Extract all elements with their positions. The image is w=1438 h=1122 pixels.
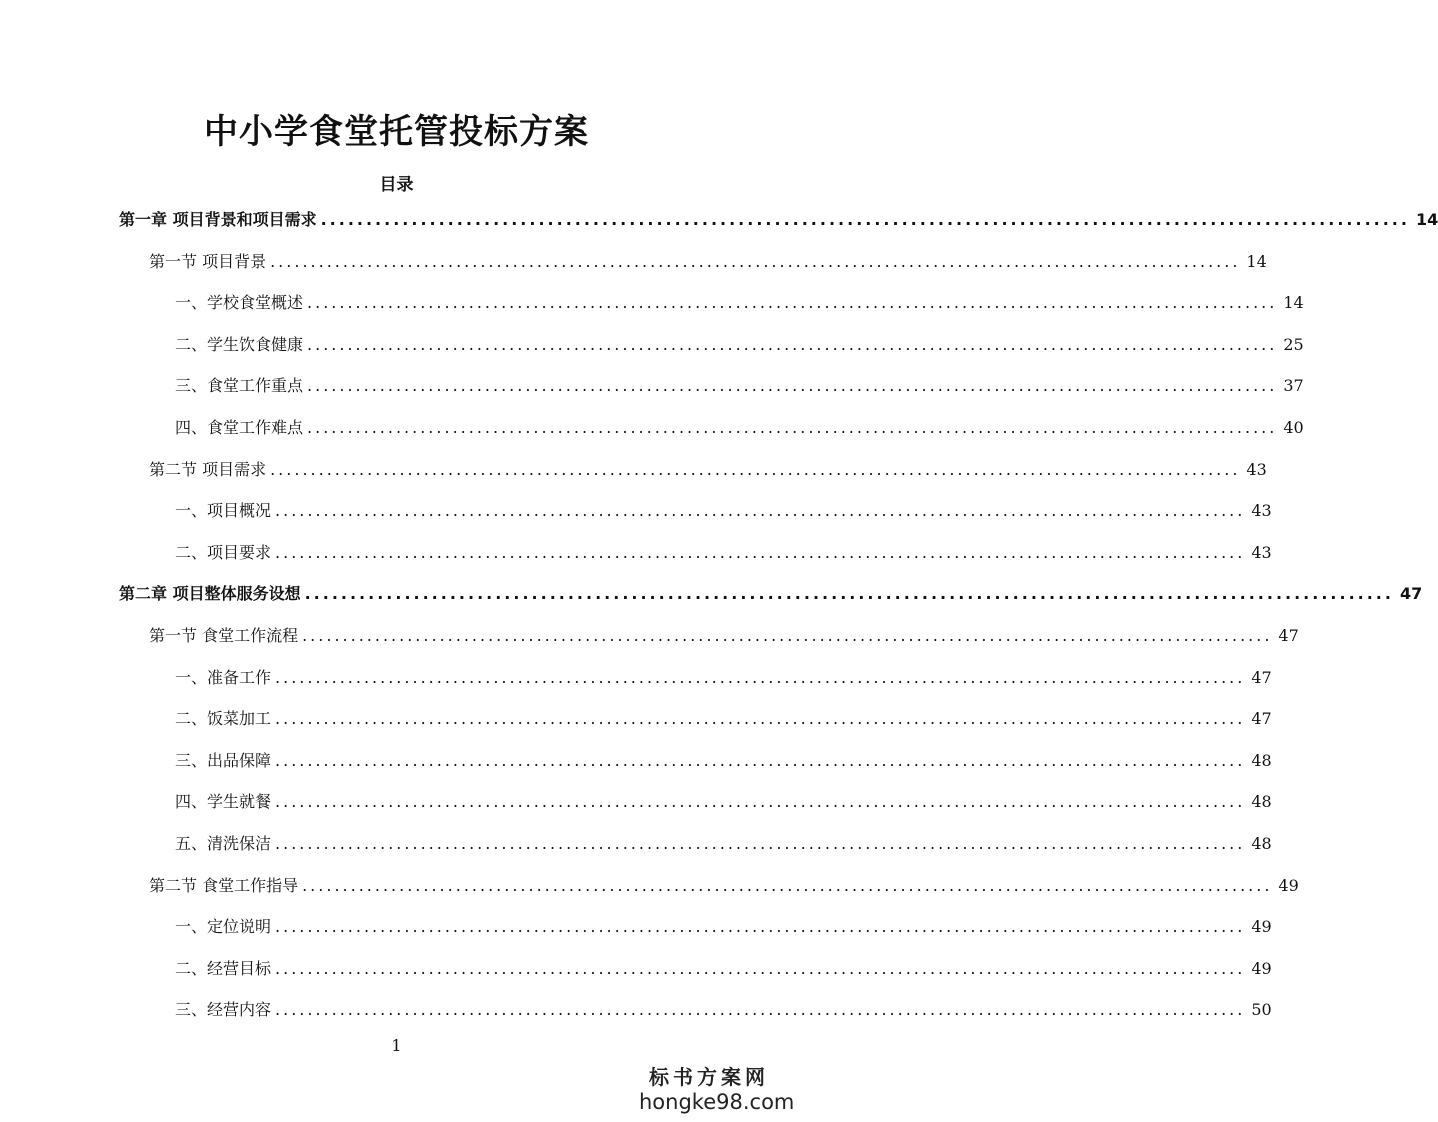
toc-entry-label: 第一节 食堂工作流程 (149, 626, 299, 645)
toc-entry[interactable] (175, 366, 1304, 406)
toc-entry-page: 47 (1251, 667, 1272, 687)
toc-dot-leader: ........................................................................................................................ (275, 501, 1246, 521)
toc-dot-leader: ........................................................................................................................ (307, 293, 1278, 313)
toc-heading: 目录 (379, 175, 414, 195)
toc-entry-label: 二、经营目标 (175, 958, 272, 978)
toc-dot-leader: ........................................................................................................................ (302, 626, 1273, 645)
toc-entry[interactable] (175, 658, 1272, 698)
toc-entry[interactable] (175, 990, 1272, 1030)
toc-dot-leader: ........................................................................................................................ (275, 958, 1246, 978)
toc-entry[interactable] (175, 907, 1272, 947)
toc-entry[interactable] (175, 408, 1304, 448)
toc-entry-label: 第二节 项目需求 (149, 459, 267, 479)
toc-entry[interactable] (175, 283, 1304, 323)
toc-entry-page: 37 (1283, 376, 1304, 396)
toc-dot-leader: ........................................................................................................................ (320, 210, 1410, 229)
watermark-url: hongke98.com (639, 1090, 795, 1114)
toc-entry-page: 48 (1251, 792, 1272, 812)
toc-entry-label: 四、食堂工作难点 (175, 418, 304, 437)
watermark-site-name: 标书方案网 (649, 1065, 769, 1089)
toc-entry[interactable] (175, 491, 1272, 531)
toc-dot-leader: ........................................................................................................................ (270, 251, 1241, 271)
toc-entry-page: 14 (1246, 251, 1267, 271)
toc-entry-page: 43 (1251, 501, 1272, 521)
toc-entry-label: 第二章 项目整体服务设想 (119, 584, 301, 604)
toc-entry[interactable] (175, 325, 1304, 365)
toc-entry-label: 三、经营内容 (175, 1000, 272, 1020)
toc-dot-leader: ........................................................................................................................ (275, 542, 1246, 562)
toc-dot-leader: ........................................................................................................................ (275, 750, 1246, 770)
toc-entry[interactable] (119, 200, 1438, 240)
toc-dot-leader: ........................................................................................................................ (275, 917, 1246, 937)
toc-entry-page: 49 (1278, 875, 1299, 895)
toc-entry-label: 一、学校食堂概述 (175, 293, 304, 313)
toc-entry-page: 49 (1251, 958, 1272, 978)
toc-entry-page: 14 (1415, 210, 1438, 229)
toc-entry[interactable] (175, 533, 1272, 573)
toc-entry-page: 47 (1278, 626, 1299, 645)
toc-entry-label: 二、饭菜加工 (175, 709, 272, 729)
page-number: 1 (391, 1036, 402, 1055)
toc-entry-label: 五、清洗保洁 (175, 834, 272, 853)
toc-entry-label: 三、出品保障 (175, 750, 272, 770)
toc-entry-page: 40 (1283, 418, 1304, 437)
toc-entry[interactable] (149, 866, 1299, 906)
toc-dot-leader: ........................................................................................................................ (307, 334, 1278, 354)
toc-entry-page: 47 (1251, 709, 1272, 729)
toc-dot-leader: ........................................................................................................................ (307, 418, 1278, 437)
toc-entry-label: 第一章 项目背景和项目需求 (119, 210, 317, 229)
toc-dot-leader: ........................................................................................................................ (275, 709, 1246, 729)
toc-entry-page: 25 (1283, 334, 1304, 354)
toc-entry-page: 43 (1251, 542, 1272, 562)
toc-entry-page: 48 (1251, 750, 1272, 770)
toc-entry-page: 50 (1251, 1000, 1272, 1020)
toc-entry[interactable] (149, 450, 1267, 490)
toc-entry[interactable] (119, 574, 1423, 614)
toc-dot-leader: ........................................................................................................................ (275, 792, 1246, 812)
toc-dot-leader: ........................................................................................................................ (302, 875, 1273, 895)
toc-entry-page: 48 (1251, 834, 1272, 853)
toc-entry-page: 43 (1246, 459, 1267, 479)
toc-entry-label: 二、项目要求 (175, 542, 272, 562)
toc-entry[interactable] (175, 741, 1272, 781)
toc-entry[interactable] (175, 699, 1272, 739)
toc-entry-label: 一、准备工作 (175, 667, 272, 687)
toc-dot-leader: ........................................................................................................................ (270, 459, 1241, 479)
toc-dot-leader: ........................................................................................................................ (275, 834, 1246, 853)
toc-dot-leader: ........................................................................................................................ (307, 376, 1278, 396)
toc-entry-page: 47 (1399, 584, 1423, 604)
toc-entry[interactable] (175, 949, 1272, 989)
toc-dot-leader: ........................................................................................................................ (275, 1000, 1246, 1020)
toc-entry[interactable] (175, 824, 1272, 864)
toc-entry-page: 49 (1251, 917, 1272, 937)
toc-entry-label: 三、食堂工作重点 (175, 376, 304, 396)
document-title: 中小学食堂托管投标方案 (204, 112, 589, 152)
watermark-logo (639, 1064, 795, 1114)
toc-entry[interactable] (175, 782, 1272, 822)
toc-entry-page: 14 (1283, 293, 1304, 313)
toc-entry[interactable] (149, 616, 1299, 656)
toc-dot-leader: ........................................................................................................................ (304, 584, 1394, 604)
toc-entry-label: 四、学生就餐 (175, 792, 272, 812)
toc-entry-label: 第二节 食堂工作指导 (149, 875, 299, 895)
toc-entry-label: 二、学生饮食健康 (175, 334, 304, 354)
toc-entry-label: 第一节 项目背景 (149, 251, 267, 271)
toc-entry-label: 一、定位说明 (175, 917, 272, 937)
toc-entry[interactable] (149, 242, 1267, 282)
toc-dot-leader: ........................................................................................................................ (275, 667, 1246, 687)
toc-entry-label: 一、项目概况 (175, 501, 272, 521)
